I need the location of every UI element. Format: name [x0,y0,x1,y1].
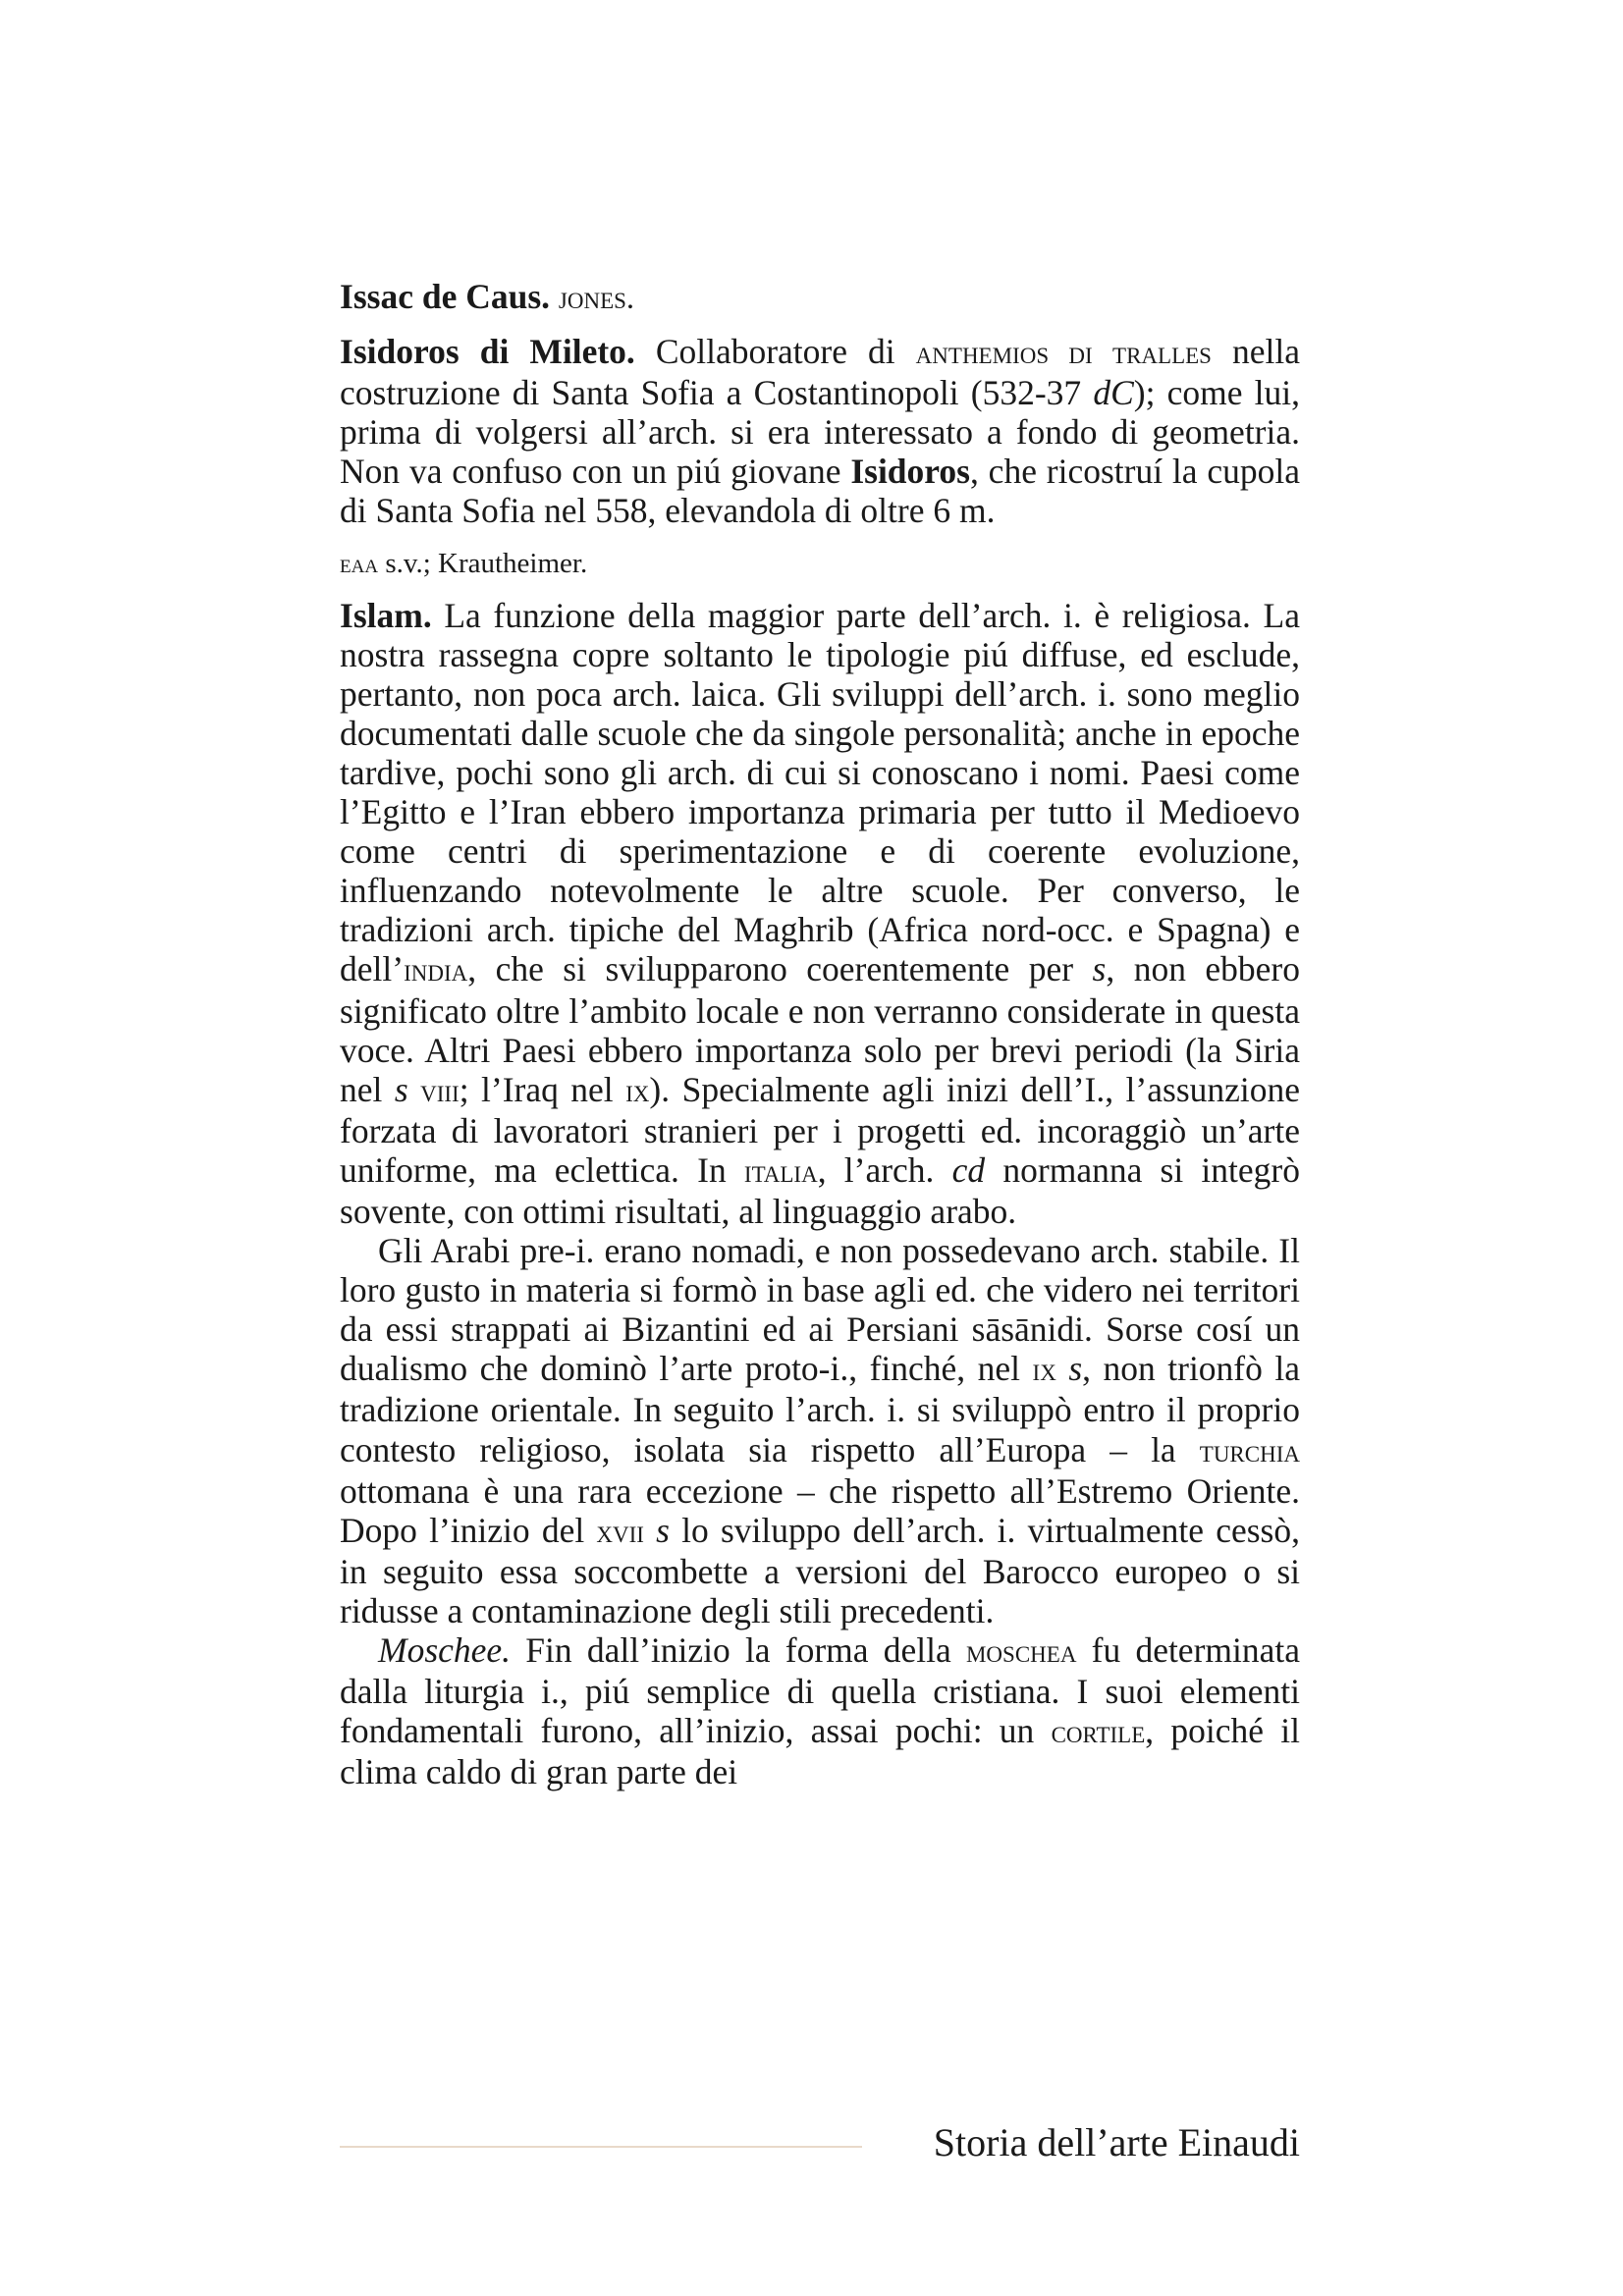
cross-reference: jones. [558,281,635,316]
entry-headword: Islam. [340,595,432,635]
entry-headword: Isidoros di Mileto. [340,332,635,372]
bibliography: eaa s.v.; Krautheimer. [340,547,588,579]
entry-caus [340,277,1300,318]
section-heading: Moschee. [378,1630,512,1670]
footer-rule [340,2146,862,2148]
cross-reference: italia [743,1153,818,1190]
cross-reference: turchia [1199,1433,1300,1469]
page-content [340,277,1300,1791]
publisher-title: Storia dell’arte Einaudi [933,2120,1300,2164]
entry-islam: Islam. La funzione della maggior parte dell’arch. i. è religiosa. La nostra rassegna copre soltanto le tipologie piú diffuse, ed esclude, pertanto, non poca arch. laica. Gli sviluppi dell’arch. i. sono meglio documentati dalle scuole che da singole personalità; anche in epoche tardive, pochi sono gli arch. di cui si conoscano i nomi. Paesi come l’Egitto e l’Iran ebbero importanza primaria per tutto il Medioevo come centri di sperimentazione e di coerente evoluzione, influenzando notevolmente le altre scuole. Per converso, le tradizioni arch. tipiche del Maghrib (Africa nord-occ. e Spagna) e dell’india, che si svilupparono coerentemente per s, non ebbero significato oltre l’ambito locale e non verranno considerate in questa voce. Altri Paesi ebbero importanza solo per brevi periodi (la Siria nel s viii; l’Iraq nel ix). Specialmente agli inizi dell’I., l’assunzione forzata di lavoratori stranieri per i progetti ed. incoraggiò un’arte uniforme, ma eclettica. In italia, l’arch. cd normanna si integrò sovente, con ottimi risultati, al linguaggio arabo. [340,595,1301,1231]
entry-isidoros: Isidoros di Mileto. Collaboratore di anthemios di tralles nella costruzione di Santa Sofia a Costantinopoli (532-37 dC); come lui, prima di volgersi all’arch. si era interessato a fondo di geometria. Non va confuso con un piú giovane Isidoros, che ricostruí la cupola di Santa Sofia nel 558, elevandola di oltre 6 m. [340,332,1300,531]
paragraph: Moschee. Fin dall’inizio la forma della moschea fu determinata dalla liturgia i., piú semplice di quella cristiana. I suoi elementi fondamentali furono, all’inizio, assai pochi: un cortile, poiché il clima caldo di gran parte dei [340,1630,1301,1792]
paragraph: Gli Arabi pre-i. erano nomadi, e non possedevano arch. stabile. Il loro gusto in materia si formò in base agli ed. che videro nei territori da essi strappati ai Bizantini ed ai Persiani sāsānidi. Sorse cosí un dualismo che dominò l’arte proto-i., finché, nel ix s, non trionfò la tradizione orientale. In seguito l’arch. i. si sviluppò entro il proprio contesto religioso, isolata sia rispetto all’Europa – la turchia ottomana è una rara eccezione – che rispetto all’Estremo Oriente. Dopo l’inizio del xvii s lo sviluppo dell’arch. i. virtualmente cessò, in seguito essa soccombette a versioni del Barocco europeo o si ridusse a contaminazione degli stili precedenti. [340,1231,1300,1630]
cross-reference: moschea [965,1634,1077,1670]
cross-reference: india [404,953,468,989]
cross-reference: cortile [1051,1715,1146,1751]
page-footer [340,2118,1300,2167]
cross-reference: anthemios di tralles [915,336,1212,372]
entry-headword: Issac de Caus. [340,277,551,316]
